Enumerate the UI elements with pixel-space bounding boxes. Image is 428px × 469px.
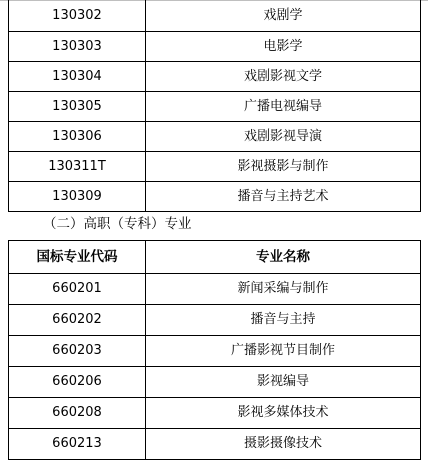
major-code-cell: 130304	[9, 62, 146, 92]
table-row	[9, 182, 421, 212]
major-code-cell: 660213	[9, 429, 146, 460]
major-name-cell: 广播电视编导	[146, 92, 421, 122]
major-name-cell: 戏剧影视文学	[146, 62, 421, 92]
major-code-cell: 130309	[9, 182, 146, 212]
header-row	[9, 241, 421, 274]
major-name-cell: 电影学	[146, 32, 421, 62]
table-row	[9, 274, 421, 305]
major-code-cell: 660206	[9, 367, 146, 398]
column-header-code: 国标专业代码	[9, 241, 146, 274]
major-name-cell: 广播影视节目制作	[146, 336, 421, 367]
table-body	[9, 274, 421, 460]
table-row	[9, 0, 421, 32]
major-name-cell: 摄影摄像技术	[146, 429, 421, 460]
major-code-cell: 130302	[9, 0, 146, 32]
table-row	[9, 429, 421, 460]
section-heading: （二）高职（专科）专业	[43, 216, 192, 232]
major-code-cell: 130305	[9, 92, 146, 122]
major-code-cell: 130311T	[9, 152, 146, 182]
major-code-cell: 660203	[9, 336, 146, 367]
table-row	[9, 305, 421, 336]
major-code-cell: 660208	[9, 398, 146, 429]
major-name-cell: 影视多媒体技术	[146, 398, 421, 429]
table-body	[9, 0, 421, 212]
major-code-cell: 130306	[9, 122, 146, 152]
table-row	[9, 32, 421, 62]
table-row	[9, 398, 421, 429]
major-name-cell: 戏剧影视导演	[146, 122, 421, 152]
undergraduate-major-table	[8, 0, 421, 212]
major-code-cell: 660201	[9, 274, 146, 305]
major-code-cell: 130303	[9, 32, 146, 62]
vocational-major-table	[8, 240, 421, 460]
table-row	[9, 336, 421, 367]
table-row	[9, 62, 421, 92]
table-row	[9, 152, 421, 182]
major-name-cell: 戏剧学	[146, 0, 421, 32]
major-name-cell: 播音与主持	[146, 305, 421, 336]
major-name-cell: 影视编导	[146, 367, 421, 398]
major-name-cell: 播音与主持艺术	[146, 182, 421, 212]
table-row	[9, 367, 421, 398]
major-name-cell: 影视摄影与制作	[146, 152, 421, 182]
major-code-cell: 660202	[9, 305, 146, 336]
major-name-cell: 新闻采编与制作	[146, 274, 421, 305]
table-row	[9, 92, 421, 122]
table-row	[9, 122, 421, 152]
column-header-name: 专业名称	[146, 241, 421, 274]
table-header	[9, 241, 421, 274]
